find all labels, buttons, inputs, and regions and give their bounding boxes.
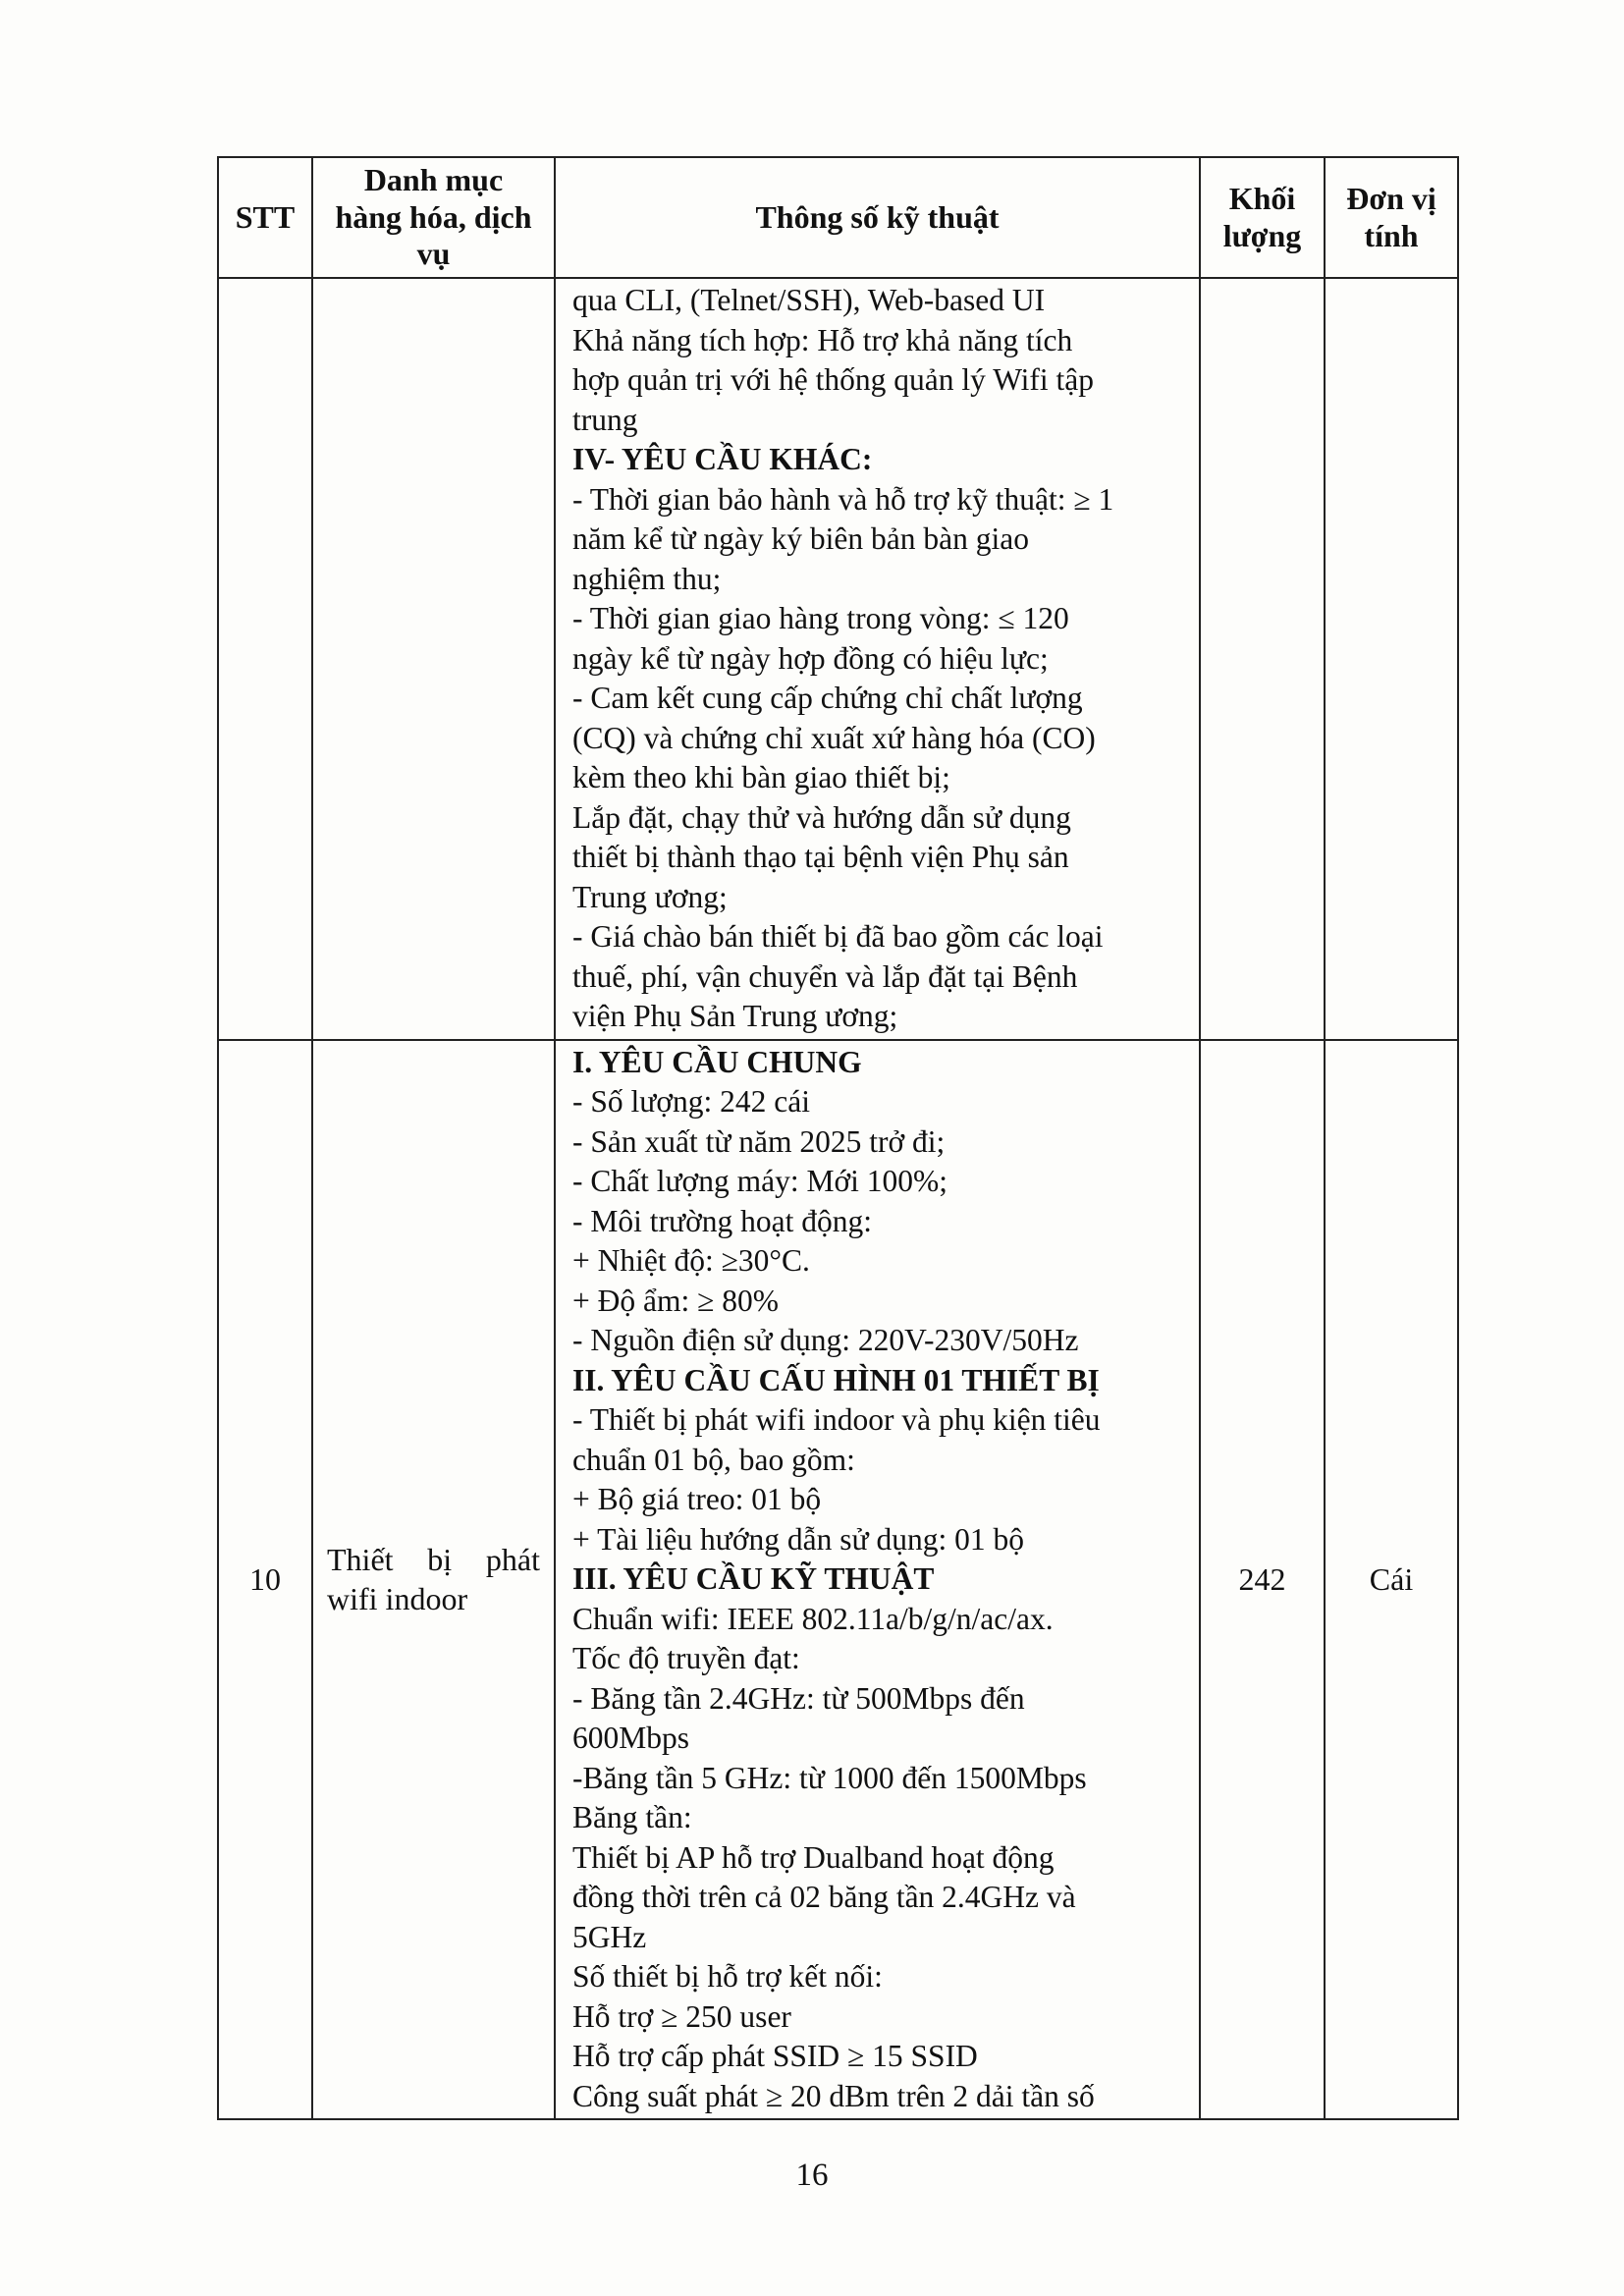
spec-line: - Thời gian giao hàng trong vòng: ≤ 120 xyxy=(572,601,1069,635)
item-name-line-2: wifi indoor xyxy=(327,1581,468,1617)
spec-line: thuế, phí, vận chuyển và lắp đặt tại Bệnh xyxy=(572,958,1078,994)
spec-table xyxy=(217,156,1459,2120)
item-name-word: phát xyxy=(485,1542,540,1578)
table-header-row xyxy=(218,157,1458,278)
spec-cell xyxy=(555,278,1200,1040)
row-quantity: 242 xyxy=(1200,1040,1325,2120)
spec-line: nghiệm thu; xyxy=(572,561,722,596)
spec-line: Chuẩn wifi: IEEE 802.11a/b/g/n/ac/ax. xyxy=(572,1601,1054,1636)
spec-line: Trung ương; xyxy=(572,879,728,914)
section-heading: II. YÊU CẦU CẤU HÌNH 01 THIẾT BỊ xyxy=(572,1362,1100,1397)
spec-line: thiết bị thành thạo tại bệnh viện Phụ sản xyxy=(572,840,1069,874)
header-unit: Đơn vị tính xyxy=(1325,157,1458,278)
spec-line: qua CLI, (Telnet/SSH), Web-based UI xyxy=(572,283,1046,317)
spec-line: kèm theo khi bàn giao thiết bị; xyxy=(572,760,950,794)
row-unit xyxy=(1325,278,1458,1040)
row-unit: Cái xyxy=(1325,1040,1458,2120)
spec-line: Hỗ trợ cấp phát SSID ≥ 15 SSID xyxy=(572,2039,978,2073)
spec-line: - Thiết bị phát wifi indoor và phụ kiện tiêu xyxy=(572,1402,1101,1437)
spec-line: đồng thời trên cả 02 băng tần 2.4GHz và xyxy=(572,1880,1076,1914)
spec-line: - Số lượng: 242 cái xyxy=(572,1084,810,1119)
spec-line: + Độ ẩm: ≥ 80% xyxy=(572,1283,780,1318)
spec-line: viện Phụ Sản Trung ương; xyxy=(572,999,898,1033)
spec-line: Hỗ trợ ≥ 250 user xyxy=(572,1998,791,2034)
spec-line: năm kể từ ngày ký biên bản bàn giao xyxy=(572,521,1029,556)
spec-line: -Băng tần 5 GHz: từ 1000 đến 1500Mbps xyxy=(572,1760,1087,1795)
item-name-word: Thiết xyxy=(327,1542,394,1578)
spec-line: + Nhiệt độ: ≥30°C. xyxy=(572,1243,810,1278)
section-heading: III. YÊU CẦU KỸ THUẬT xyxy=(572,1561,935,1596)
header-spec: Thông số kỹ thuật xyxy=(555,157,1200,278)
spec-line: - Thời gian bảo hành và hỗ trợ kỹ thuật: ≥ 1 xyxy=(572,481,1114,517)
spec-line: Công suất phát ≥ 20 dBm trên 2 dải tần số xyxy=(572,2078,1095,2113)
section-heading: I. YÊU CẦU CHUNG xyxy=(572,1044,862,1079)
spec-line: Lắp đặt, chạy thử và hướng dẫn sử dụng xyxy=(572,799,1071,835)
header-stt: STT xyxy=(218,157,312,278)
item-name-line-1 xyxy=(327,1540,540,1579)
spec-line: - Băng tần 2.4GHz: từ 500Mbps đến xyxy=(572,1680,1025,1716)
row-item xyxy=(312,278,555,1040)
spec-line: - Giá chào bán thiết bị đã bao gồm các loại xyxy=(572,919,1104,954)
spec-line: - Sản xuất từ năm 2025 trở đi; xyxy=(572,1123,946,1159)
page-number: 16 xyxy=(795,2158,829,2193)
spec-line: - Cam kết cung cấp chứng chỉ chất lượng xyxy=(572,681,1083,715)
spec-line: Thiết bị AP hỗ trợ Dualband hoạt động xyxy=(572,1839,1055,1875)
header-quantity: Khối lượng xyxy=(1200,157,1325,278)
table-row-continuation xyxy=(218,278,1458,1040)
spec-line: + Bộ giá treo: 01 bộ xyxy=(572,1482,822,1516)
table-row-item-10 xyxy=(218,1040,1458,2120)
spec-line: + Tài liệu hướng dẫn sử dụng: 01 bộ xyxy=(572,1521,1024,1557)
spec-line: - Môi trường hoạt động: xyxy=(572,1203,872,1238)
spec-line: hợp quản trị với hệ thống quản lý Wifi tập xyxy=(572,362,1095,397)
spec-line: ngày kể từ ngày hợp đồng có hiệu lực; xyxy=(572,640,1049,676)
spec-line: trung xyxy=(572,402,638,437)
section-heading: IV- YÊU CẦU KHÁC: xyxy=(572,442,873,476)
row-item xyxy=(312,1040,555,2120)
spec-line: - Nguồn điện sử dụng: 220V-230V/50Hz xyxy=(572,1323,1079,1357)
spec-line: chuẩn 01 bộ, bao gồm: xyxy=(572,1442,855,1477)
spec-line: Băng tần: xyxy=(572,1800,692,1834)
spec-line: Khả năng tích hợp: Hỗ trợ khả năng tích xyxy=(572,322,1073,357)
row-quantity xyxy=(1200,278,1325,1040)
row-stt xyxy=(218,278,312,1040)
item-name-word: bị xyxy=(427,1542,453,1578)
spec-line: 600Mbps xyxy=(572,1721,690,1755)
header-item: Danh mục hàng hóa, dịch vụ xyxy=(312,157,555,278)
spec-line: (CQ) và chứng chỉ xuất xứ hàng hóa (CO) xyxy=(572,720,1096,755)
spec-line: - Chất lượng máy: Mới 100%; xyxy=(572,1164,947,1198)
row-stt: 10 xyxy=(218,1040,312,2120)
spec-line: Tốc độ truyền đạt: xyxy=(572,1641,800,1675)
spec-line: 5GHz xyxy=(572,1919,647,1954)
spec-line: Số thiết bị hỗ trợ kết nối: xyxy=(572,1959,883,1994)
spec-cell xyxy=(555,1040,1200,2120)
